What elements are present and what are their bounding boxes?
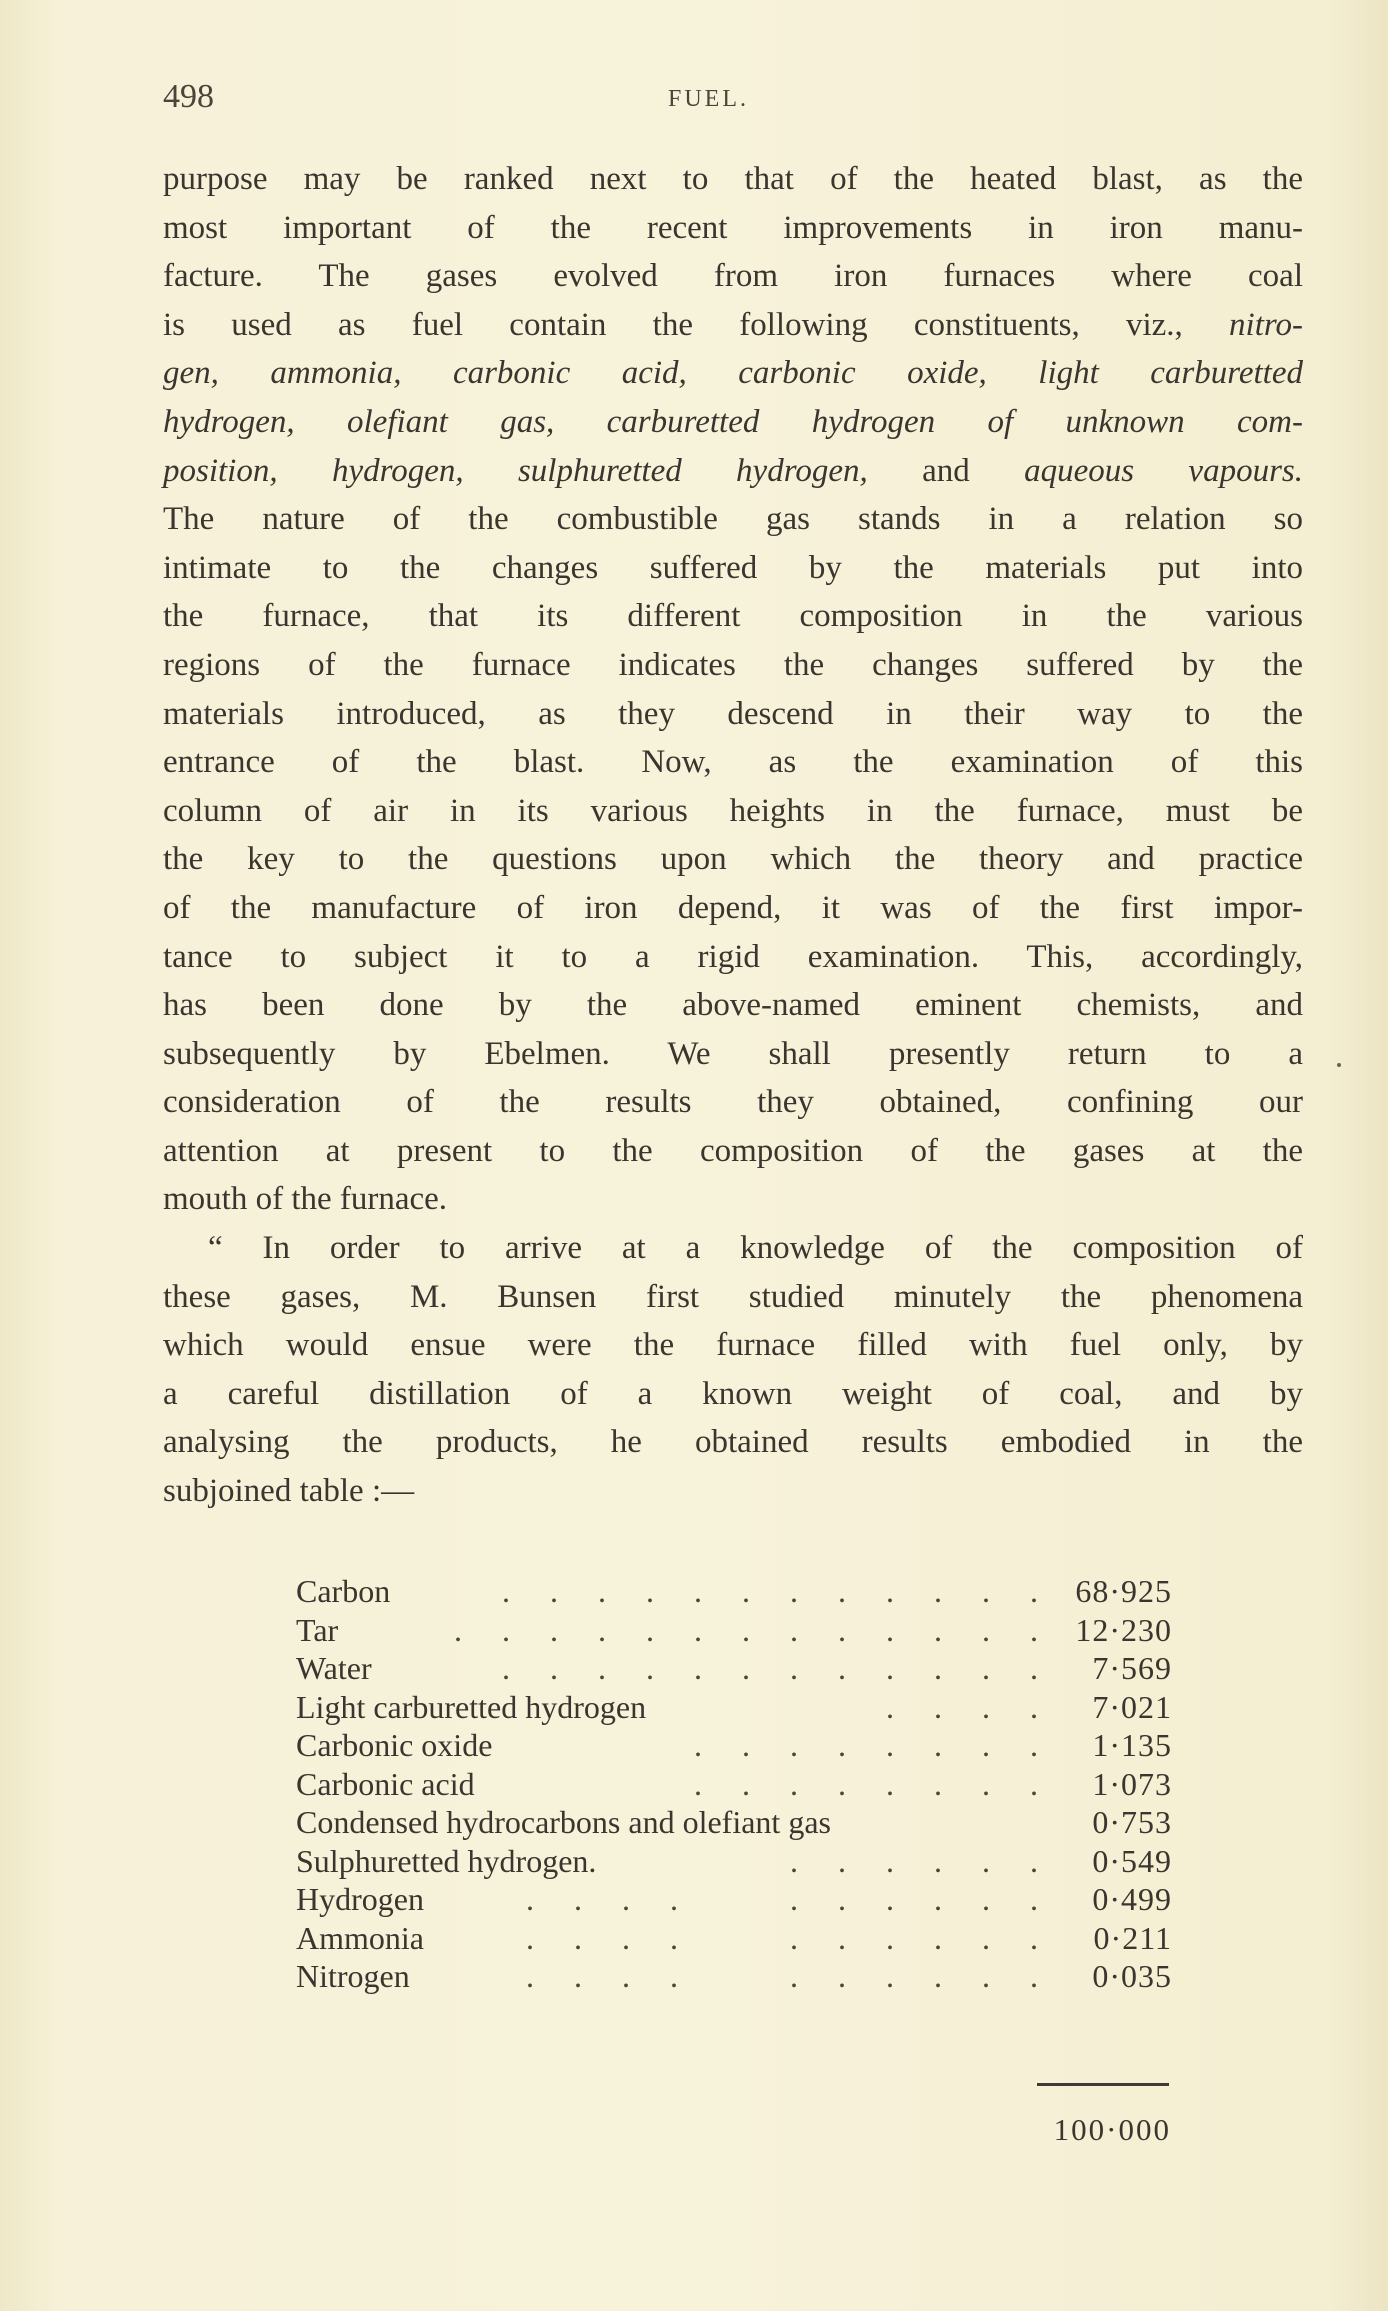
- paragraph-line: materials introduced, as they descend in their way to the: [163, 695, 1303, 732]
- row-value: 0·499: [1092, 1881, 1172, 1917]
- table-row: [296, 1765, 1172, 1804]
- paragraph-line: The nature of the combustible gas stands in a relation so: [163, 501, 1303, 538]
- row-label: Water: [296, 1650, 372, 1686]
- dot-leader: . . . . . . . .: [694, 1727, 1054, 1763]
- row-label: Tar: [296, 1611, 339, 1648]
- dot-leader: . . . . . . . . . . . . .: [454, 1611, 1054, 1648]
- row-label: Carbonic oxide: [296, 1727, 493, 1763]
- quote-line: “ In order to arrive at a knowledge of the composition of: [208, 1230, 1303, 1267]
- italic-term: aqueous vapours.: [1024, 452, 1304, 489]
- paragraph-line: the key to the questions upon which the theory and practice: [163, 841, 1303, 878]
- quote-line: which would ensue were the furnace filled with fuel only, by: [163, 1327, 1303, 1364]
- row-value: 0·035: [1092, 1958, 1172, 1994]
- row-value: 7·021: [1092, 1688, 1172, 1725]
- paragraph-line: [163, 301, 1303, 350]
- paragraph-line: [163, 349, 1303, 398]
- paragraph-line: purpose may be ranked next to that of the heated blast, as the: [163, 161, 1303, 197]
- paragraph-line: column of air in its various heights in the furnace, must be: [163, 792, 1303, 829]
- row-value: 12·230: [1075, 1611, 1172, 1648]
- paragraph-line: tance to subject it to a rigid examination. This, accordingly,: [163, 938, 1303, 975]
- italic-term: gen, ammonia, carbonic acid, carbonic oxide, light carburetted: [163, 355, 1303, 392]
- row-value: 1·135: [1092, 1727, 1172, 1763]
- row-value: 0·211: [1093, 1919, 1172, 1956]
- table-row: [296, 1957, 1172, 1996]
- paragraph-line: subsequently by Ebelmen. We shall presently return to a: [163, 1035, 1303, 1072]
- total-rule-divider: [1037, 2083, 1169, 2086]
- paragraph-line: [163, 398, 1303, 447]
- row-value: 68·925: [1075, 1573, 1172, 1609]
- paragraph-line: mouth of the furnace.: [163, 1181, 448, 1218]
- paragraph-line: most important of the recent improvements in iron manu-: [163, 209, 1303, 246]
- quote-line: subjoined table :—: [163, 1473, 415, 1510]
- paragraph-line: regions of the furnace indicates the changes suffered by the: [163, 646, 1303, 683]
- page-header: [163, 78, 1303, 128]
- running-head: FUEL.: [668, 86, 749, 112]
- paragraph-line: the furnace, that its different composition in the various: [163, 598, 1303, 635]
- dot-leader: . . . . . .: [790, 1842, 1054, 1879]
- row-label: Ammonia: [296, 1919, 424, 1956]
- row-value: 7·569: [1092, 1650, 1172, 1686]
- table-row: [296, 1919, 1172, 1958]
- composition-table: [296, 1572, 1172, 1996]
- quote-line: a careful distillation of a known weight of coal, and by: [163, 1375, 1303, 1412]
- table-total: 100·000: [1053, 2112, 1171, 2147]
- paragraph-line: attention at present to the composition of the gases at the: [163, 1132, 1303, 1169]
- table-row: [296, 1726, 1172, 1765]
- row-label: Carbonic acid: [296, 1765, 475, 1802]
- table-row: [296, 1572, 1172, 1611]
- table-row: [296, 1611, 1172, 1650]
- paragraph-line: intimate to the changes suffered by the materials put into: [163, 549, 1303, 586]
- body-text: [163, 155, 1303, 1516]
- row-label: Light carburetted hydrogen: [296, 1688, 647, 1725]
- table-row: [296, 1649, 1172, 1688]
- row-value: 1·073: [1092, 1765, 1172, 1802]
- italic-term: position, hydrogen, sulphuretted hydrogen,: [163, 452, 923, 489]
- row-value: 0·753: [1092, 1804, 1172, 1840]
- table-row: [296, 1803, 1172, 1842]
- dot-leader: . . . . . . . . . .: [526, 1919, 1054, 1956]
- dot-leader: . . . .: [886, 1688, 1054, 1725]
- dot-leader: . . . . . . . . . . . .: [502, 1650, 1054, 1686]
- dot-leader: . . . . . . . . . .: [526, 1881, 1054, 1917]
- line-text: and: [922, 452, 970, 489]
- table-row: [296, 1880, 1172, 1919]
- table-row: [296, 1688, 1172, 1727]
- italic-term: hydrogen, olefiant gas, carburetted hydrogen of unknown com-: [163, 403, 1303, 440]
- paragraph-line: entrance of the blast. Now, as the examination of this: [163, 744, 1303, 781]
- dot-leader: . . . . . . . . . . . .: [502, 1573, 1054, 1609]
- row-label: Hydrogen: [296, 1881, 424, 1917]
- quote-line: these gases, M. Bunsen first studied minutely the phenomena: [163, 1278, 1303, 1315]
- dot-leader: . . . . . . . .: [694, 1765, 1054, 1802]
- paragraph-line: consideration of the results they obtained, confining our: [163, 1084, 1303, 1121]
- row-label: Carbon: [296, 1573, 391, 1609]
- row-value: 0·549: [1092, 1842, 1172, 1879]
- dot-leader: . . . . . . . . . .: [526, 1958, 1054, 1994]
- quote-line: analysing the products, he obtained results embodied in the: [163, 1424, 1303, 1461]
- table-row: [296, 1842, 1172, 1881]
- page-number: 498: [163, 78, 214, 115]
- paragraph-line: facture. The gases evolved from iron furnaces where coal: [163, 258, 1303, 295]
- paragraph-line: has been done by the above-named eminent chemists, and: [163, 987, 1303, 1024]
- row-label: Nitrogen: [296, 1958, 410, 1994]
- paragraph-line: of the manufacture of iron depend, it was of the first impor-: [163, 889, 1303, 926]
- row-label: Condensed hydrocarbons and olefiant gas: [296, 1804, 831, 1840]
- line-text: is used as fuel contain the following constituents, viz.,: [163, 306, 1230, 343]
- paragraph-line: [163, 447, 1303, 496]
- italic-term: nitro-: [1229, 306, 1303, 343]
- row-label: Sulphuretted hydrogen.: [296, 1842, 597, 1879]
- paper-speck: [1337, 1063, 1341, 1067]
